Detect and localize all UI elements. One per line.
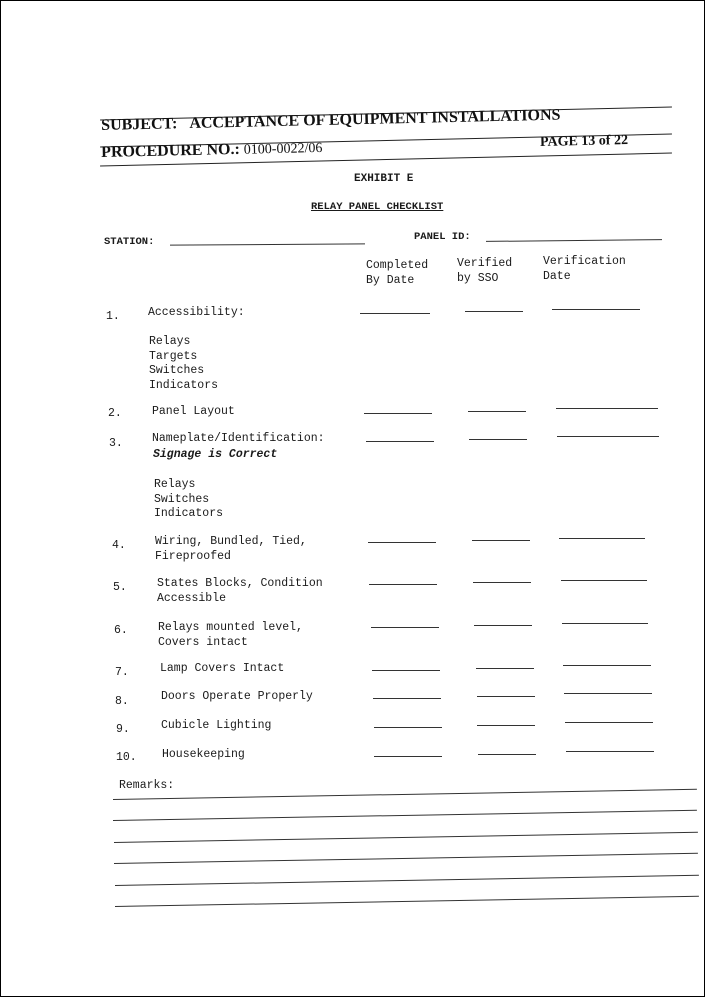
item-8-completed-field[interactable] (373, 698, 441, 699)
item-9-verified-field[interactable] (477, 725, 535, 726)
item-number: 9. (116, 723, 130, 736)
remarks-label: Remarks: (119, 779, 175, 792)
item-number: 3. (109, 437, 123, 450)
column-header-completed: Completed By Date (366, 259, 429, 287)
item-5-completed-field[interactable] (369, 584, 437, 585)
item-5-verification-date-field[interactable] (561, 580, 647, 581)
item-2-verified-field[interactable] (468, 411, 526, 412)
item-7-completed-field[interactable] (372, 670, 440, 671)
item-number: 4. (112, 539, 126, 552)
item-number: 8. (115, 695, 129, 708)
item-8-verification-date-field[interactable] (564, 693, 652, 694)
item-6-verification-date-field[interactable] (562, 623, 648, 624)
item-1-sublist (149, 335, 218, 393)
item-4-verified-field[interactable] (472, 540, 530, 541)
column-header-verified: Verified by SSO (457, 257, 513, 285)
item-label-wiring: Wiring, Bundled, Tied, Fireproofed (155, 535, 307, 563)
item-2-verification-date-field[interactable] (556, 408, 658, 409)
item-number: 2. (108, 407, 122, 420)
item-10-completed-field[interactable] (374, 756, 442, 757)
item-10-verification-date-field[interactable] (566, 751, 654, 752)
item-3-verified-field[interactable] (469, 439, 527, 440)
item-9-completed-field[interactable] (374, 727, 442, 728)
item-3-verification-date-field[interactable] (557, 436, 659, 437)
sub-item: Targets (149, 349, 198, 363)
item-3-sublist (154, 478, 223, 522)
item-label-lamp-covers: Lamp Covers Intact (160, 662, 285, 675)
item-label-cubicle-lighting: Cubicle Lighting (161, 719, 272, 732)
item-4-verification-date-field[interactable] (559, 538, 645, 539)
item-6-completed-field[interactable] (371, 627, 439, 628)
item-number: 6. (114, 624, 128, 637)
sub-item: Relays (149, 335, 191, 348)
exhibit-title: EXHIBIT E (354, 173, 414, 185)
item-label-nameplate: Nameplate/Identification: (152, 432, 325, 445)
sub-item: Indicators (154, 507, 224, 520)
item-7-verification-date-field[interactable] (563, 665, 651, 666)
procedure-label: PROCEDURE NO.: (101, 140, 241, 161)
item-5-verified-field[interactable] (473, 582, 531, 583)
subject-label: SUBJECT: (101, 115, 178, 134)
sub-item: Switches (154, 492, 210, 506)
item-9-verification-date-field[interactable] (565, 722, 653, 723)
procedure-value: 0100-0022/06 (243, 140, 323, 158)
sub-item: Relays (154, 478, 196, 491)
item-7-verified-field[interactable] (476, 668, 534, 669)
sub-item: Indicators (149, 378, 219, 392)
item-label-panel-layout: Panel Layout (152, 405, 235, 418)
item-number: 5. (113, 581, 127, 594)
item-4-completed-field[interactable] (368, 542, 436, 543)
item-label-accessibility: Accessibility: (148, 306, 245, 319)
item-1-completed-field[interactable] (360, 313, 430, 314)
column-header-verification-date: Verification Date (543, 255, 626, 283)
sub-item: Switches (149, 364, 205, 377)
item-number: 10. (116, 751, 137, 764)
item-1-verified-field[interactable] (465, 311, 523, 312)
panel-id-label: PANEL ID: (414, 231, 471, 243)
item-label-states-blocks: States Blocks, Condition Accessible (157, 577, 323, 605)
item-label-relays-mounted: Relays mounted level, Covers intact (158, 621, 303, 649)
item-number: 7. (115, 666, 129, 679)
form-title: RELAY PANEL CHECKLIST (311, 201, 444, 213)
item-3-completed-field[interactable] (366, 441, 434, 442)
item-3-note: Signage is Correct (153, 448, 278, 461)
item-2-completed-field[interactable] (364, 413, 432, 414)
item-label-housekeeping: Housekeeping (162, 748, 245, 761)
item-number: 1. (106, 310, 120, 323)
item-10-verified-field[interactable] (478, 754, 536, 755)
station-label: STATION: (104, 236, 155, 248)
item-1-verification-date-field[interactable] (552, 309, 640, 310)
item-label-doors: Doors Operate Properly (161, 690, 313, 703)
item-6-verified-field[interactable] (474, 625, 532, 626)
subject-value: ACCEPTANCE OF EQUIPMENT INSTALLATIONS (189, 106, 561, 132)
page-number: PAGE 13 of 22 (539, 133, 629, 150)
item-8-verified-field[interactable] (477, 696, 535, 697)
